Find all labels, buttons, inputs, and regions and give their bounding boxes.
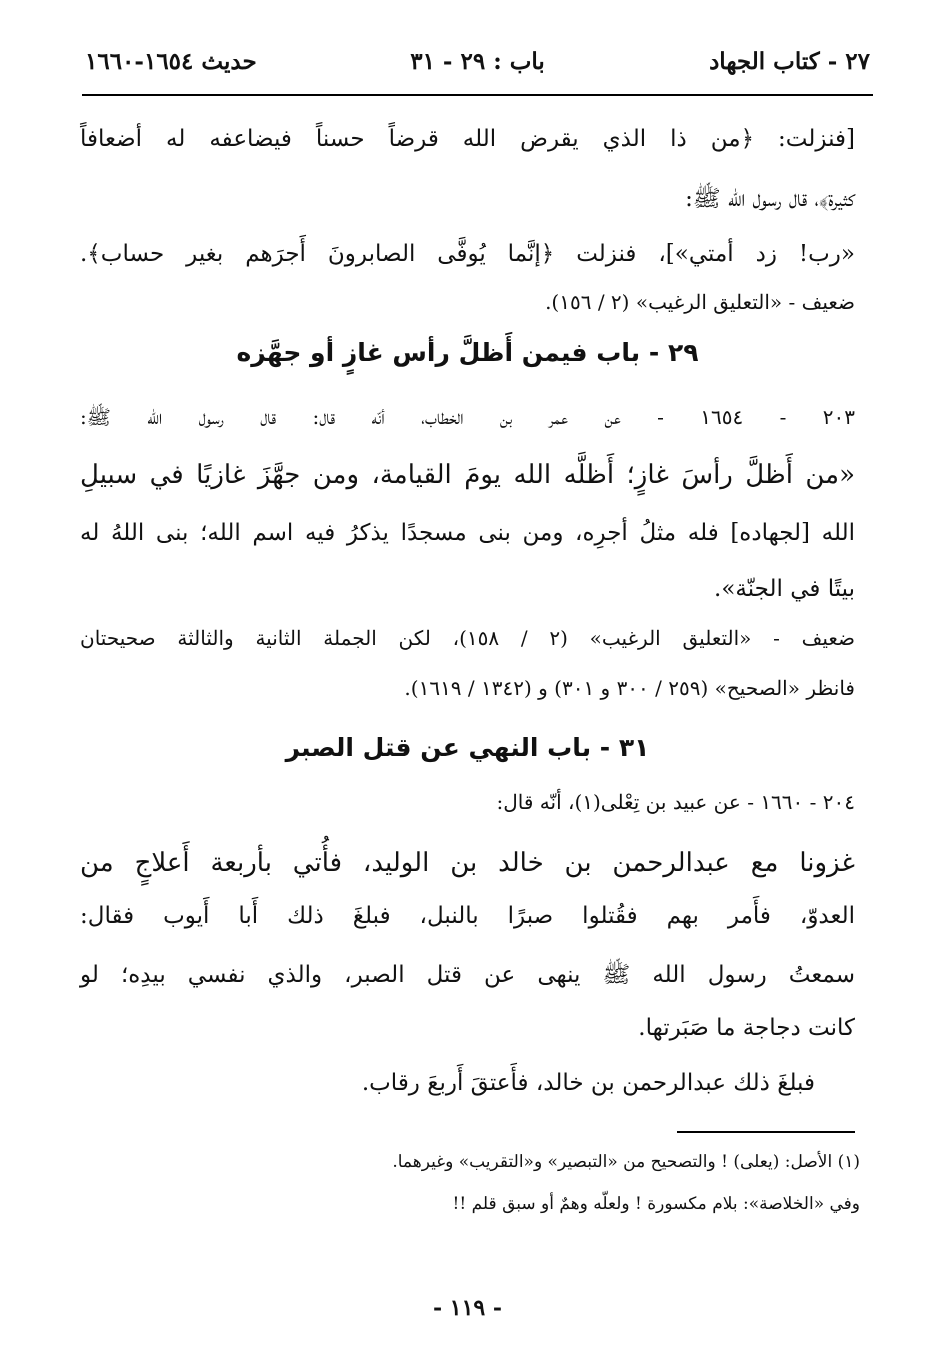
chapter-heading: ٣١ - باب النهي عن قتل الصبر: [285, 733, 650, 762]
grading-note: ضعيف - «التعليق الرغيب» (٢ / ١٥٦).: [545, 290, 855, 314]
hadith-intro: ٢٠٣ - ١٦٥٤ - عن عمر بن الخطاب، أنّه قال: قال رسول الله ﷺ:: [80, 405, 855, 429]
hadith-text-line: بيتًا في الجنّة».: [714, 576, 855, 602]
hadith-text-line: العدوّ، فأَمر بهم فقُتلوا صبرًا بالنبل، فبلغَ ذلك أَبا أَيوب فقال:: [80, 903, 855, 929]
hadith-text-line: غزونا مع عبدالرحمن بن خالد بن الوليد، فأُتي بأربعة أَعلاجٍ من: [80, 848, 855, 878]
hadith-text-line: «من أَظلَّ رأسَ غازٍ؛ أَظلَّه الله يومَ القيامة، ومن جهَّزَ غازيًا في سبيلِ: [80, 460, 855, 490]
footnote-line: وفي «الخلاصة»: بلام مكسورة ! ولعلّه وهمٌ أو سبق قلم !!: [452, 1194, 860, 1214]
chapter-title: ٢٧ - كتاب الجهاد: [709, 48, 870, 75]
grading-note: فانظر «الصحيح» (٢٥٩ / ٣٠٠ و ٣٠١) و (١٣٤٢ / ١٦١٩).: [404, 676, 855, 700]
text-line: كثيرة﴾، قال رسول الله ﷺ:: [685, 186, 855, 212]
footnote-line: (١) الأصل: (يعلى) ! والتصحيح من «التبصير» و«التقريب» وغيرهما.: [392, 1152, 860, 1172]
text-line: [فنزلت: ﴿من ذا الذي يقرض الله قرضاً حسناً فيضاعفه له أضعافاً: [80, 126, 855, 152]
page-number: - ١١٩ -: [432, 1295, 503, 1321]
footnote-rule: [677, 1131, 855, 1133]
header-rule: [82, 94, 873, 96]
chapters-range: باب : ٢٩ - ٣١: [410, 48, 545, 75]
hadith-intro: ٢٠٤ - ١٦٦٠ - عن عبيد بن تِعْلى(١)، أنّه قال:: [496, 790, 855, 814]
chapter-heading: ٢٩ - باب فيمن أَظلَّ رأس غازٍ أو جهَّزه: [236, 338, 699, 367]
hadith-range: حديث ١٦٥٤-١٦٦٠: [85, 48, 257, 75]
hadith-text-line: الله [لجهاده] فله مثلُ أجرِه، ومن بنى مسجدًا يذكرُ فيه اسم الله؛ بنى اللهُ له: [80, 520, 855, 546]
hadith-text-line: كانت دجاجة ما صَبَرتها.: [638, 1015, 855, 1041]
grading-note: ضعيف - «التعليق الرغيب» (٢ / ١٥٨)، لكن الجملة الثانية والثالثة صحيحتان: [80, 626, 856, 650]
running-header: [85, 48, 870, 82]
text-line: «رب! زد أمتي»]، فنزلت ﴿إنَّما يُوفَّى الصابرونَ أَجرَهم بغير حساب﴾.: [80, 241, 855, 267]
hadith-text-line: فبلغَ ذلك عبدالرحمن بن خالد، فأَعتقَ أَربعَ رقاب.: [361, 1070, 815, 1096]
hadith-text-line: سمعتُ رسول الله ﷺ ينهى عن قتل الصبر، والذي نفسي بيدِه؛ لو: [80, 962, 855, 988]
